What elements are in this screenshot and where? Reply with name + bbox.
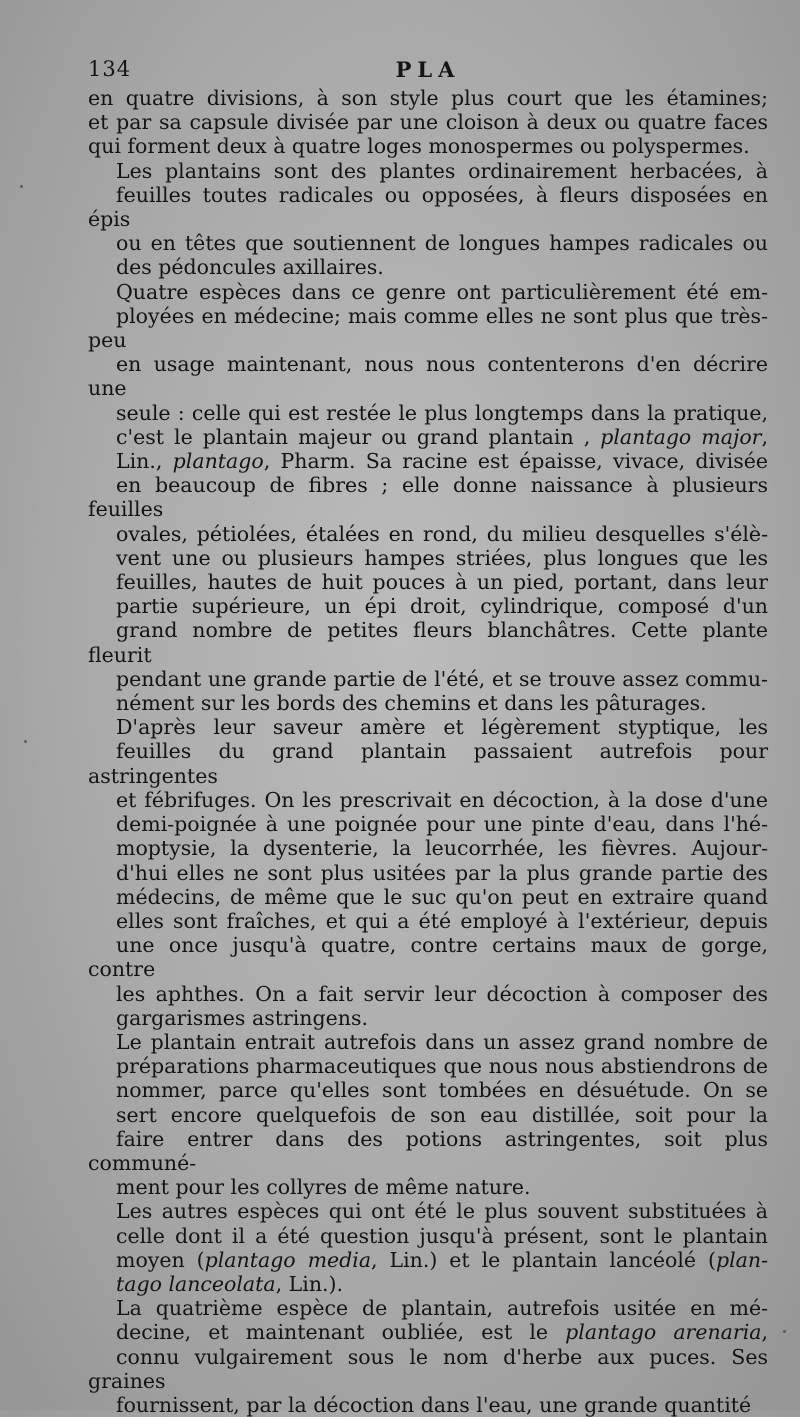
text-line: Les plantains sont des plantes ordinairement herbacées, à bbox=[116, 158, 768, 183]
text-line: faire entrer dans des potions astringentes, soit plus communé- bbox=[88, 1126, 768, 1175]
text-line: et par sa capsule divisée par une cloison à deux ou quatre faces bbox=[88, 110, 768, 135]
text-line: gargarismes astringens. bbox=[116, 1005, 369, 1030]
running-head: PLA bbox=[395, 57, 461, 82]
text-line: Quatre espèces dans ce genre ont particulièrement été em- bbox=[116, 279, 768, 304]
text-line: qui forment deux à quatre loges monospermes ou polyspermes. bbox=[88, 134, 750, 159]
text-line: elles sont fraîches, et qui a été employé à l'extérieur, depuis bbox=[116, 908, 768, 933]
text-line: sert encore quelquefois de son eau distillée, soit pour la bbox=[116, 1102, 768, 1127]
text-line: des pédoncules axillaires. bbox=[116, 255, 384, 280]
text-line: préparations pharmaceutiques que nous nous abstiendrons de bbox=[116, 1054, 768, 1079]
text-line: feuilles toutes radicales ou opposées, à fleurs disposées en épis bbox=[88, 182, 768, 232]
text-line: ovales, pétiolées, étalées en rond, du milieu desquelles s'élè- bbox=[116, 521, 768, 546]
text-line: en usage maintenant, nous nous contenterons d'en décrire une bbox=[88, 352, 768, 401]
text-line: D'après leur saveur amère et légèrement styptique, les bbox=[116, 715, 768, 740]
paragraph bbox=[88, 159, 768, 280]
text-line: ployées en médecine; mais comme elles ne sont plus que très-peu bbox=[88, 303, 768, 353]
text-line: ou en têtes que soutiennent de longues hampes radicales ou bbox=[116, 231, 768, 256]
text-line: decine, et maintenant oubliée, est le plantago arenaria, bbox=[116, 1320, 769, 1345]
text-line: en quatre divisions, à son style plus court que les étamines; bbox=[88, 86, 768, 110]
text-line: connu vulgairement sous le nom d'herbe aux puces. Ses graines bbox=[88, 1344, 768, 1393]
text-line: Le plantain entrait autrefois dans un assez grand nombre de bbox=[116, 1029, 768, 1054]
text-line: une once jusqu'à quatre, contre certains maux de gorge, contre bbox=[88, 933, 768, 982]
scan-speck bbox=[783, 1330, 786, 1333]
paragraph bbox=[88, 86, 768, 159]
text-line: nément sur les bords des chemins et dans les pâturages. bbox=[116, 691, 707, 716]
paragraph bbox=[88, 280, 768, 716]
paragraph bbox=[88, 1030, 768, 1199]
paragraph bbox=[88, 1296, 768, 1417]
text-line: vent une ou plusieurs hampes striées, plus longues que les bbox=[116, 545, 768, 570]
text-line: médecins, de même que le suc qu'on peut en extraire quand bbox=[116, 884, 768, 909]
text-line: nommer, parce qu'elles sont tombées en désuétude. On se bbox=[116, 1078, 768, 1103]
text-line: moptysie, la dysenterie, la leucorrhée, les fièvres. Aujour- bbox=[116, 836, 768, 861]
text-line: Lin., plantago, Pharm. Sa racine est épaisse, vivace, divisée bbox=[116, 449, 768, 474]
text-line: d'hui elles ne sont plus usitées par la plus grande partie des bbox=[116, 860, 768, 885]
text-line: celle dont il a été question jusqu'à présent, sont le plantain bbox=[116, 1223, 768, 1248]
text-line: partie supérieure, un épi droit, cylindrique, composé d'un bbox=[116, 594, 768, 619]
text-line: ment pour les collyres de même nature. bbox=[116, 1175, 531, 1200]
text-line: pendant une grande partie de l'été, et se trouve assez commu- bbox=[116, 666, 768, 691]
text-line: fournissent, par la décoction dans l'eau, une grande quantité bbox=[116, 1392, 752, 1417]
page-header bbox=[88, 57, 768, 85]
text-line: seule : celle qui est restée le plus longtemps dans la pratique, bbox=[116, 400, 768, 425]
text-line: La quatrième espèce de plantain, autrefois usitée en mé- bbox=[116, 1296, 768, 1321]
text-line: demi-poignée à une poignée pour une pinte d'eau, dans l'hé- bbox=[116, 812, 768, 837]
text-line: et fébrifuges. On les prescrivait en décoction, à la dose d'une bbox=[116, 787, 768, 812]
paragraph bbox=[88, 715, 768, 1030]
text-line: moyen (plantago media, Lin.) et le plantain lancéolé (plan- bbox=[116, 1247, 768, 1272]
text-line: Les autres espèces qui ont été le plus souvent substituées à bbox=[116, 1199, 768, 1224]
body-text bbox=[88, 86, 768, 1417]
text-line: tago lanceolata, Lin.). bbox=[116, 1271, 344, 1296]
page-number: 134 bbox=[88, 57, 132, 81]
paragraph bbox=[88, 1199, 768, 1296]
scan-speck bbox=[24, 740, 27, 743]
text-line: c'est le plantain majeur ou grand plantain , plantago major, bbox=[116, 424, 768, 449]
text-line: en beaucoup de fibres ; elle donne naissance à plusieurs feuilles bbox=[88, 473, 768, 522]
text-line: feuilles du grand plantain passaient autrefois pour astringentes bbox=[88, 739, 768, 788]
text-line: les aphthes. On a fait servir leur décoction à composer des bbox=[116, 981, 768, 1006]
text-line: feuilles, hautes de huit pouces à un pied, portant, dans leur bbox=[116, 570, 768, 595]
scan-speck bbox=[20, 185, 23, 188]
text-line: grand nombre de petites fleurs blanchâtres. Cette plante fleurit bbox=[88, 618, 768, 667]
